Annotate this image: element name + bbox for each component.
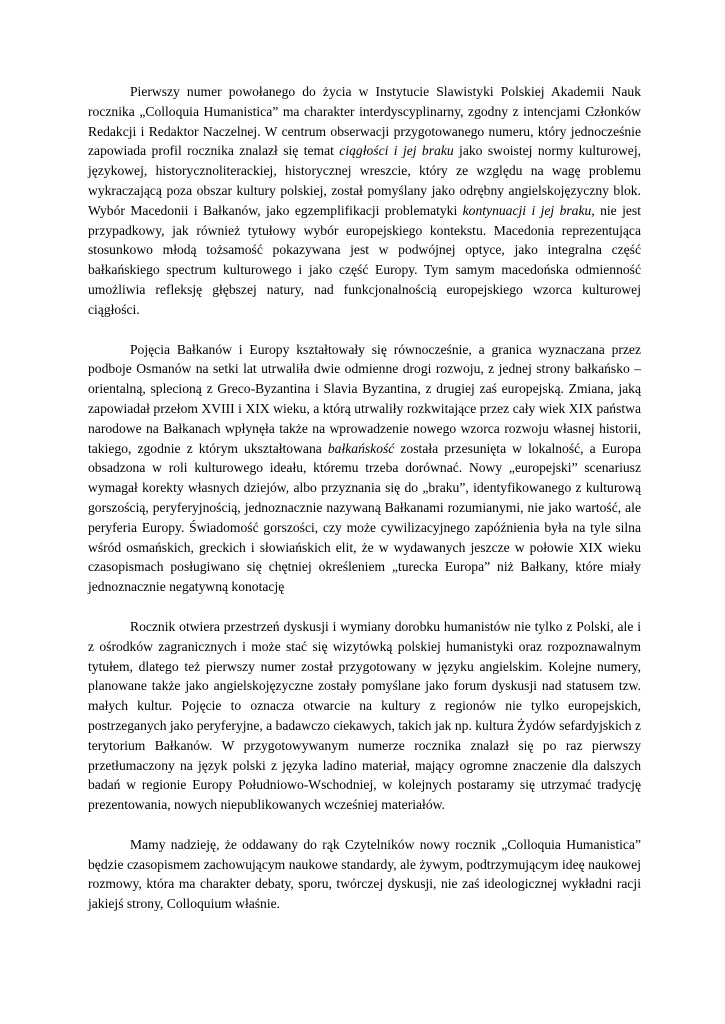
- italic-phrase: ciągłości i jej braku: [339, 143, 454, 159]
- paragraph-2: [88, 340, 641, 597]
- paragraph-text: Pojęcia Bałkanów i Europy kształtowały się równocześnie, a granica wyznaczana przez podboje Osmanów na setki lat utrwaliła dwie odmienne drogi rozwoju, z jednej strony bałkańsko – orientalną, splecioną z Greco-Byzantina i Slavia Byzantina, z drugiej zaś europejską. Zmiana, jaką zapowiadał przełom XVIII i XIX wieku, a którą utrwaliły rozkwitające przez cały wiek XIX państwa narodowe na Bałkanach wpłynęła także na wprowadzenie nowego wzorca rozwoju własnej historii, takiego, zgodnie z którym ukształtowana: [88, 341, 641, 456]
- paragraph-text: Pierwszy numer powołanego do życia w Instytucie Slawistyki Polskiej Akademii Nauk rocznika „Colloquia Humanistica” ma charakter interdyscyplinarny, zgodny z intencjami Członków Redakcji i Redaktor Naczelnej. W centrum obserwacji przygotowanego numeru, który jednocześnie zapowiada profil rocznika znalazł się temat: [88, 84, 641, 159]
- paragraph-text: Rocznik otwiera przestrzeń dyskusji i wymiany dorobku humanistów nie tylko z Polski, ale i z ośrodków zagranicznych i może stać się wizytówką polskiej humanistyki oraz rozpoznawalnym tytułem, dlatego też pierwszy numer został przygotowany w języku angielskim. Kolejne numery, planowane także jako angielskojęzyczne zostały pomyślane jako forum dyskusji nad statusem tzw. małych kultur. Pojęcie to oznacza otwarcie na kultury z regionów nie tylko europejskich, postrzeganych jako peryferyjne, a badawczo ciekawych, takich jak np. kultura Żydów sefardyjskich z terytorium Bałkanów. W przygotowywanym numerze rocznika znalazł się po raz pierwszy przetłumaczony na język polski z języka ladino materiał, mający ogromne znaczenie dla dalszych badań w regionie Europy Południowo-Wschodniej, w kolejnych postaramy się utrzymać tradycję prezentowania, nowych niepublikowanych wcześniej materiałów.: [88, 618, 641, 813]
- paragraph-text: została przesunięta w lokalność, a Europa obsadzona w roli kulturowego ideału, któremu trzeba dorównać. Nowy „europejski” scenariusz wymagał korekty własnych dziejów, albo przyznania się do „braku”, identyfikowanego z kulturową gorszością, peryferyjnością, jednoznacznie nazywaną Bałkanami rozumianymi, nie jako wartość, ale peryferia Europy. Świadomość gorszości, czy może cywilizacyjnego zapóźnienia była na tyle silna wśród osmańskich, greckich i słowiańskich elit, że w wydawanych jeszcze w połowie XIX wieku czasopismach posługiwano się chętniej określeniem „turecka Europa” niż Bałkany, które miały jednoznacznie negatywną konotację: [88, 440, 641, 595]
- paragraph-text: Mamy nadzieję, że oddawany do rąk Czytelników nowy rocznik „Colloquia Humanistica” będzie czasopismem zachowującym naukowe standardy, ale żywym, podtrzymującym ideę naukowej rozmowy, która ma charakter debaty, sporu, twórczej dyskusji, nie zaś ideologicznej wykładni racji jakiejś strony, Colloquium właśnie.: [88, 836, 641, 912]
- paragraph-text: jako swoistej normy kulturowej, językowej, historycznoliterackiej, historycznej wreszcie, który ze względu na wagę problemu wykraczającą poza obszar kultury polskiej, został pomyślany jako odrębny angielskojęzyczny blok. Wybór Macedonii i Bałkanów, jako egzemplifikacji problematyki: [88, 143, 641, 218]
- italic-phrase: kontynuacji i jej braku,: [462, 202, 595, 218]
- document-page: [88, 82, 641, 934]
- paragraph-text: nie jest przypadkowy, jak również tytułowy wybór europejskiego kontekstu. Macedonia reprezentująca stosunkowo młodą tożsamość pokazywana jest w podwójnej optyce, jako integralna część bałkańskiego spectrum kulturowego i jako część Europy. Tym samym macedońska odmienność umożliwia refleksję głębszej natury, nad funkcjonalnością europejskiego wzorca kulturowej ciągłości.: [88, 202, 641, 317]
- italic-phrase: bałkańskość: [327, 440, 395, 456]
- paragraph-1: [88, 82, 641, 320]
- paragraph-4: [88, 835, 641, 914]
- paragraph-3: [88, 617, 641, 815]
